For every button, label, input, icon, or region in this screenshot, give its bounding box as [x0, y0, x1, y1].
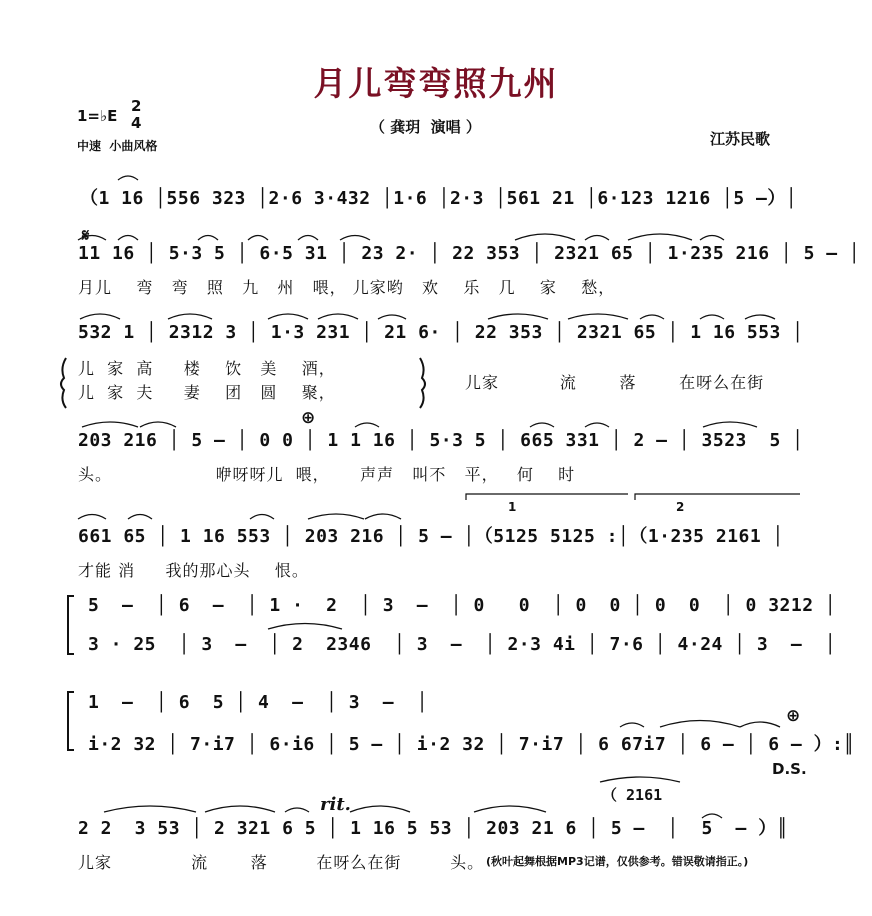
key-signature: 1=♭E [77, 107, 118, 125]
slur [285, 808, 309, 812]
segno-icon: 𝄋 [82, 226, 90, 246]
slur [628, 234, 692, 240]
slur [474, 806, 546, 812]
slur [660, 721, 740, 728]
slur [568, 314, 628, 319]
slur [118, 236, 138, 241]
lyrics-line-3-shared: 儿家 流 落 在呀么在街 [465, 373, 765, 392]
slur [515, 234, 575, 240]
slur [168, 314, 212, 319]
verse-brace [420, 358, 425, 408]
slur [205, 806, 275, 812]
score-line-8: 2 2 3 53 │ 2 321 6 5 │ 1 16 5 53 │ 203 21 6 │ 5 – │ 5 – ）║ [78, 818, 789, 839]
slur [140, 422, 176, 427]
dal-segno-marking: D.S. [772, 760, 807, 778]
score-line-7-upper: 1 – │ 6 5 │ 4 – │ 3 – │ [88, 692, 429, 713]
volta-bracket-1 [466, 494, 628, 500]
slur [78, 515, 106, 520]
lyrics-line-2: 月儿 弯 弯 照 九 州 喂， 儿家哟 欢 乐 几 家 愁， [78, 278, 616, 297]
slur [703, 422, 757, 427]
lyrics-line-5: 才能 消 我的那心头 恨。 [78, 561, 309, 580]
slur [620, 723, 644, 727]
song-title: 月儿弯弯照九州 [313, 64, 559, 103]
system-bracket [68, 692, 74, 750]
lyrics-verse-1: 儿 家 高 楼 饮 美 酒， [78, 359, 336, 378]
slur [585, 423, 609, 427]
slur [298, 236, 318, 241]
score-line-6-lower: 3 · 25 │ 3 – │ 2 2346 │ 3 – │ 2·3 4i │ 7·6 │ 4·24 │ 3 – │ [88, 634, 837, 655]
slur [700, 236, 724, 241]
slur [745, 315, 775, 319]
slur [355, 423, 379, 427]
score-line-4: 203 216 │ 5 – │ 0 0 │ 1 1 16 │ 5·3 5 │ 665 331 │ 2 – │ 3523 5 │ [78, 430, 804, 451]
system-bracket [68, 596, 74, 654]
slurs [78, 176, 780, 818]
slur [80, 314, 120, 319]
volta-2-label: 2 [676, 500, 685, 514]
score-line-7-lower: i·2 32 │ 7·i7 │ 6·i6 │ 5 – │ i·2 32 │ 7·i7 │ 6 67i7 │ 6 – │ 6 – ）:║ [88, 734, 855, 755]
volta-bracket-2 [635, 494, 800, 500]
lyrics-line-8: 儿家 流 落 在呀么在街 头。 [78, 853, 485, 872]
slur [600, 777, 680, 782]
transcriber-footnote: (秋叶起舞根据MP3记谱，仅供参考。错误敬请指正。) [486, 855, 749, 868]
slur [585, 236, 609, 241]
slur [488, 314, 548, 319]
fermata [702, 814, 722, 818]
score-line-6-upper: 5 – │ 6 – │ 1 · 2 │ 3 – │ 0 0 │ 0 0 │ 0 0 │ 0 3212 │ [88, 595, 837, 616]
grace-phrase: （ 2161 [602, 786, 663, 804]
slur [530, 423, 554, 427]
ritardando-marking: rit. [320, 794, 351, 815]
slur [308, 514, 364, 519]
score-line-5: 661 65 │ 1 16 553 │ 203 216 │ 5 – │（5125 5125 :│（1·235 2161 │ [78, 526, 784, 547]
tempo-marking: 中速 小曲风格 [77, 139, 158, 153]
verse-brace [61, 358, 66, 408]
volta-brackets [466, 494, 800, 500]
slur [104, 806, 196, 812]
slur [740, 722, 780, 727]
slur [340, 236, 370, 241]
score-line-2: 11 16 │ 5·3 5 │ 6·5 31 │ 23 2· │ 22 353 │ 2321 65 │ 1·235 216 │ 5 – │ [78, 243, 861, 264]
slur [378, 315, 406, 319]
slur [128, 515, 152, 520]
slur [248, 236, 268, 241]
time-signature-bottom: 4 [131, 114, 142, 132]
slur [198, 236, 218, 241]
slur [350, 806, 410, 812]
slur [318, 314, 358, 319]
slur [250, 515, 274, 520]
score-line-1: （1 16 │556 323 │2·6 3·432 │1·6 │2·3 │561 21 │6·123 1216 │5 –）│ [80, 188, 798, 209]
slur [640, 315, 664, 319]
singer-credit: （ 龚玥 演唱 ） [370, 118, 481, 136]
coda-icon: ⊕ [301, 408, 316, 428]
slur [700, 315, 724, 319]
lyrics-line-4: 头。 咿呀呀儿 喂， 声声 叫不 平， 何 时 [78, 465, 576, 484]
slur [78, 236, 106, 241]
slur [118, 176, 138, 180]
coda-icon-end: ⊕ [786, 706, 801, 726]
slur [268, 314, 308, 319]
lyrics-verse-2: 儿 家 夫 妻 团 圆 聚， [78, 383, 336, 402]
slur [82, 422, 138, 427]
slur [365, 514, 401, 519]
system-braces [61, 358, 425, 750]
slur [268, 624, 342, 630]
volta-1-label: 1 [508, 500, 517, 514]
song-origin: 江苏民歌 [710, 130, 771, 148]
time-signature-top: 2 [131, 97, 142, 115]
score-line-3: 532 1 │ 2312 3 │ 1·3 231 │ 21 6· │ 22 353 │ 2321 65 │ 1 16 553 │ [78, 322, 804, 343]
